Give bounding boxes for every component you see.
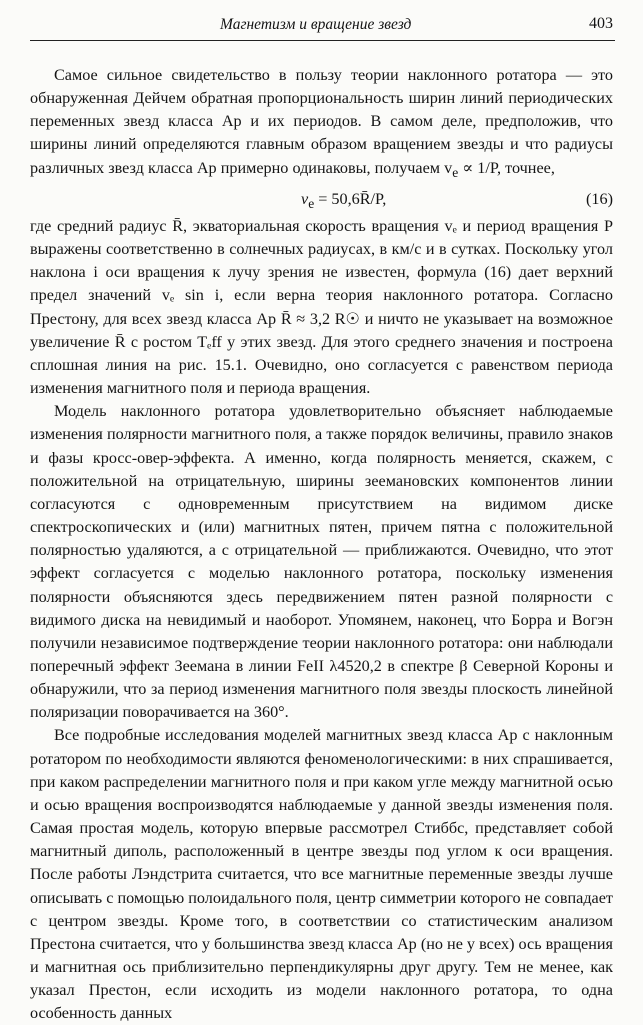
subscript-e: e bbox=[452, 164, 459, 180]
running-title: Магнетизм и вращение звезд bbox=[220, 16, 412, 33]
equation-16 bbox=[30, 184, 613, 215]
equation-rest: = 50,6R̄/P, bbox=[314, 190, 387, 209]
equation-v: v bbox=[301, 190, 309, 209]
equation-number: (16) bbox=[586, 190, 613, 209]
paragraph-1-text: Самое сильное свидетельство в пользу теории наклонного ротатора — это обнаруженная Дейчем обратная пропорциональность ширин линий периодических переменных звезд класса Ар и их периодов. В самом деле, предположив, что ширины линий определяются главным образом вращением звезды и что радиусы различных звезд класса Ар примерно одинаковы, получаем v bbox=[30, 66, 613, 177]
equation-subscript: e bbox=[308, 196, 315, 212]
running-header bbox=[30, 14, 615, 41]
page-number: 403 bbox=[589, 15, 613, 32]
equation-body bbox=[301, 184, 386, 219]
paragraph-4: Все подробные исследования моделей магнитных звезд класса Ар с наклонным ротатором по необходимости являются феноменологическими: в них спрашивается, при каком распределении магнитного поля и при каком угле между магнитной осью и осью вращения воспроизводятся наблюдаемые у данной звезды изменения поля. Самая простая модель, которую впервые рассмотрел Стиббс, представляет собой магнитный диполь, расположенный в центре звезды под углом к оси вращения. После работы Лэндстрита считается, что все магнитные переменные звезды лучше описывать с помощью полоидального поля, центр симметрии которого не совпадает с центром звезды. Кроме того, в соответствии со статистическим анализом Престона считается, что у большинства звезд класса Ар (но не у всех) ось вращения и магнитная ось приблизительно перпендикулярны друг другу. Тем не менее, как указал Престон, если исходить из модели наклонного ротатора, то одна особенность данных bbox=[30, 726, 613, 1023]
paragraph-2: где средний радиус R̄, экваториальная скорость вращения vₑ и период вращения P выражены соответственно в солнечных радиусах, в км/с и в сутках. Поскольку угол наклона i оси вращения к лучу зрения не известен, формула (16) дает верхний предел значений vₑ sin i, если верна теория наклонного ротатора. Согласно Престону, для всех звезд класса Ар R̄ ≈ 3,2 R☉ и ничто не указывает на возможное увеличение R̄ с ростом Tₑff у этих звезд. Для этого среднего значения и построена сплошная линия на рис. 15.1. Очевидно, оно согласуется с равенством периода изменения магнитного поля и периода вращения. bbox=[30, 217, 613, 398]
paragraph-1 bbox=[30, 64, 613, 184]
paragraph-1-tail: ∝ 1/P, точнее, bbox=[458, 158, 555, 177]
paragraph-3: Модель наклонного ротатора удовлетворительно объясняет наблюдаемые изменения полярности магнитного поля, а также порядок величины, правило знаков и фазы кросс-овер-эффекта. А именно, когда полярность меняется, скажем, с положительной на отрицательную, ширины зеемановских компонентов линии согласуются с одновременным присутствием на видимом диске спектроскопических и (или) магнитных пятен, причем пятна с положительной полярностью удаляются, а с отрицательной — приближаются. Очевидно, что этот эффект согласуется с моделью наклонного ротатора, поскольку изменения полярности объясняются здесь передвижением пятен разной полярности с видимого диска на невидимый и наоборот. Упомянем, наконец, что Борра и Вогэн получили независимое подтверждение теории наклонного ротатора: они наблюдали поперечный эффект Зеемана в линии FeII λ4520,2 в спектре β Северной Короны и обнаружили, что за период изменения магнитного поля звезды плоскость линейной поляризации поворачивается на 360°. bbox=[30, 402, 613, 722]
page-body bbox=[30, 64, 613, 1025]
